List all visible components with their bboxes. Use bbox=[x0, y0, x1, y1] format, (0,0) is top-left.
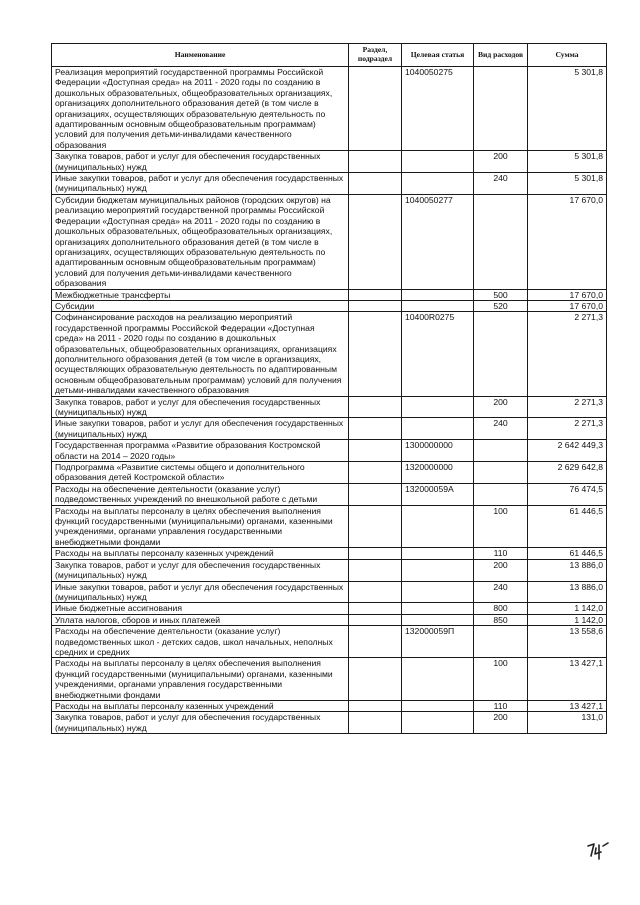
row-sum: 61 446,5 bbox=[528, 548, 607, 559]
table-header-row bbox=[52, 44, 607, 67]
row-section bbox=[349, 626, 402, 658]
row-expense-type bbox=[474, 194, 528, 289]
row-expense-type: 100 bbox=[474, 658, 528, 701]
row-name: Закупка товаров, работ и услуг для обеспечения государственных (муниципальных) нужд bbox=[52, 151, 349, 173]
row-sum: 5 301,8 bbox=[528, 173, 607, 195]
row-section bbox=[349, 505, 402, 548]
row-name: Иные закупки товаров, работ и услуг для обеспечения государственных (муниципальных) нужд bbox=[52, 173, 349, 195]
row-section bbox=[349, 700, 402, 711]
header-section: Раздел, подраздел bbox=[349, 44, 402, 67]
document-page bbox=[51, 43, 606, 734]
row-target-article bbox=[402, 712, 474, 734]
row-expense-type: 100 bbox=[474, 505, 528, 548]
row-section bbox=[349, 483, 402, 505]
row-sum: 76 474,5 bbox=[528, 483, 607, 505]
row-section bbox=[349, 396, 402, 418]
row-name: Расходы на обеспечение деятельности (оказание услуг) подведомственных учреждений по внешкольной работе с детьми bbox=[52, 483, 349, 505]
row-section bbox=[349, 194, 402, 289]
header-name: Наименование bbox=[52, 44, 349, 67]
row-target-article: 1040050275 bbox=[402, 67, 474, 151]
table-row bbox=[52, 312, 607, 396]
row-section bbox=[349, 603, 402, 614]
row-target-article: 1320000000 bbox=[402, 462, 474, 484]
page-number-signature bbox=[585, 840, 611, 862]
row-sum: 2 271,3 bbox=[528, 418, 607, 440]
row-target-article bbox=[402, 151, 474, 173]
row-target-article: 132000059А bbox=[402, 483, 474, 505]
row-sum: 13 886,0 bbox=[528, 559, 607, 581]
row-name: Расходы на выплаты персоналу в целях обеспечения выполнения функций государственными (муниципальными) органами, казенными учреждениями, органами управления государственными внебюджетными фондами bbox=[52, 658, 349, 701]
row-sum: 5 301,8 bbox=[528, 67, 607, 151]
row-sum: 13 427,1 bbox=[528, 700, 607, 711]
row-name: Расходы на обеспечение деятельности (оказание услуг) подведомственных школ - детских садов, школ начальных, неполных средних и средних bbox=[52, 626, 349, 658]
row-section bbox=[349, 418, 402, 440]
header-sum: Сумма bbox=[528, 44, 607, 67]
row-name: Подпрограмма «Развитие системы общего и дополнительного образования детей Костромской области» bbox=[52, 462, 349, 484]
row-section bbox=[349, 462, 402, 484]
row-sum: 17 670,0 bbox=[528, 194, 607, 289]
row-section bbox=[349, 173, 402, 195]
row-expense-type bbox=[474, 462, 528, 484]
budget-table bbox=[51, 43, 607, 734]
row-section bbox=[349, 289, 402, 300]
table-row bbox=[52, 712, 607, 734]
row-expense-type bbox=[474, 67, 528, 151]
row-sum: 1 142,0 bbox=[528, 603, 607, 614]
row-section bbox=[349, 614, 402, 625]
row-name: Софинансирование расходов на реализацию мероприятий государственной программы Российской Федерации «Доступная среда» на 2011 - 2020 годы по созданию в дошкольных образовательных, общеобразовательных организациях, организациях дополнительного образования детей (в том числе в организациях, осуществляющих образовательную деятельность по адаптированным основным общеобразовательным программам) условий для получения детьми-инвалидами качественного образования bbox=[52, 312, 349, 396]
row-expense-type: 850 bbox=[474, 614, 528, 625]
row-target-article bbox=[402, 700, 474, 711]
row-expense-type: 520 bbox=[474, 300, 528, 311]
row-sum: 2 271,3 bbox=[528, 396, 607, 418]
table-row bbox=[52, 626, 607, 658]
row-target-article bbox=[402, 559, 474, 581]
row-sum: 2 271,3 bbox=[528, 312, 607, 396]
row-sum: 131,0 bbox=[528, 712, 607, 734]
row-expense-type: 800 bbox=[474, 603, 528, 614]
row-sum: 17 670,0 bbox=[528, 289, 607, 300]
row-sum: 13 558,6 bbox=[528, 626, 607, 658]
row-name: Государственная программа «Развитие образования Костромской области на 2014 – 2020 годы» bbox=[52, 440, 349, 462]
table-row bbox=[52, 440, 607, 462]
row-target-article: 132000059П bbox=[402, 626, 474, 658]
table-row bbox=[52, 548, 607, 559]
table-row bbox=[52, 505, 607, 548]
row-name: Расходы на выплаты персоналу казенных учреждений bbox=[52, 548, 349, 559]
row-expense-type: 240 bbox=[474, 173, 528, 195]
table-row bbox=[52, 151, 607, 173]
header-expense-type: Вид расходов bbox=[474, 44, 528, 67]
row-section bbox=[349, 151, 402, 173]
row-section bbox=[349, 559, 402, 581]
row-section bbox=[349, 300, 402, 311]
row-expense-type: 200 bbox=[474, 396, 528, 418]
row-name: Межбюджетные трансферты bbox=[52, 289, 349, 300]
row-name: Реализация мероприятий государственной программы Российской Федерации «Доступная среда» на 2011 - 2020 годы по созданию в дошкольных образовательных, общеобразовательных организациях, организациях дополнительного образования детей (в том числе в организациях, осуществляющих образовательную деятельность по адаптированным основным общеобразовательным программам) условий для получения детьми-инвалидами качественного образования bbox=[52, 67, 349, 151]
row-expense-type bbox=[474, 483, 528, 505]
row-expense-type: 110 bbox=[474, 700, 528, 711]
row-target-article bbox=[402, 418, 474, 440]
row-target-article bbox=[402, 396, 474, 418]
row-target-article: 10400R0275 bbox=[402, 312, 474, 396]
row-target-article bbox=[402, 505, 474, 548]
row-expense-type bbox=[474, 440, 528, 462]
row-target-article bbox=[402, 300, 474, 311]
row-expense-type: 500 bbox=[474, 289, 528, 300]
table-row bbox=[52, 462, 607, 484]
header-target-article: Целевая статья bbox=[402, 44, 474, 67]
row-name: Иные бюджетные ассигнования bbox=[52, 603, 349, 614]
row-target-article bbox=[402, 581, 474, 603]
row-section bbox=[349, 581, 402, 603]
row-name: Закупка товаров, работ и услуг для обеспечения государственных (муниципальных) нужд bbox=[52, 712, 349, 734]
table-row bbox=[52, 700, 607, 711]
table-row bbox=[52, 67, 607, 151]
row-target-article bbox=[402, 289, 474, 300]
table-row bbox=[52, 658, 607, 701]
row-expense-type bbox=[474, 312, 528, 396]
row-target-article bbox=[402, 658, 474, 701]
table-row bbox=[52, 173, 607, 195]
row-name: Закупка товаров, работ и услуг для обеспечения государственных (муниципальных) нужд bbox=[52, 396, 349, 418]
row-sum: 2 629 642,8 bbox=[528, 462, 607, 484]
table-row bbox=[52, 418, 607, 440]
row-name: Уплата налогов, сборов и иных платежей bbox=[52, 614, 349, 625]
table-row bbox=[52, 396, 607, 418]
row-sum: 5 301,8 bbox=[528, 151, 607, 173]
row-sum: 17 670,0 bbox=[528, 300, 607, 311]
row-sum: 1 142,0 bbox=[528, 614, 607, 625]
row-section bbox=[349, 440, 402, 462]
table-row bbox=[52, 603, 607, 614]
row-target-article bbox=[402, 548, 474, 559]
table-body bbox=[52, 67, 607, 734]
table-row bbox=[52, 581, 607, 603]
row-sum: 2 642 449,3 bbox=[528, 440, 607, 462]
row-section bbox=[349, 712, 402, 734]
row-expense-type: 240 bbox=[474, 418, 528, 440]
row-target-article bbox=[402, 614, 474, 625]
table-row bbox=[52, 614, 607, 625]
row-name: Субсидии bbox=[52, 300, 349, 311]
row-target-article bbox=[402, 603, 474, 614]
row-section bbox=[349, 312, 402, 396]
row-target-article bbox=[402, 173, 474, 195]
row-expense-type: 200 bbox=[474, 559, 528, 581]
row-name: Иные закупки товаров, работ и услуг для обеспечения государственных (муниципальных) нужд bbox=[52, 418, 349, 440]
row-sum: 61 446,5 bbox=[528, 505, 607, 548]
row-expense-type: 200 bbox=[474, 712, 528, 734]
row-name: Иные закупки товаров, работ и услуг для обеспечения государственных (муниципальных) нужд bbox=[52, 581, 349, 603]
row-section bbox=[349, 67, 402, 151]
row-sum: 13 427,1 bbox=[528, 658, 607, 701]
row-name: Субсидии бюджетам муниципальных районов (городских округов) на реализацию мероприятий государственной программы Российской Федерации «Доступная среда» на 2011 - 2020 годы по созданию в дошкольных образовательных, общеобразовательных организациях, организациях дополнительного образования детей (в том числе в организациях, осуществляющих образовательную деятельность по адаптированным основным общеобразовательным программам) условий для получения детьми-инвалидами качественного образования bbox=[52, 194, 349, 289]
row-expense-type: 110 bbox=[474, 548, 528, 559]
table-row bbox=[52, 289, 607, 300]
row-target-article: 1300000000 bbox=[402, 440, 474, 462]
row-expense-type: 200 bbox=[474, 151, 528, 173]
row-section bbox=[349, 658, 402, 701]
row-sum: 13 886,0 bbox=[528, 581, 607, 603]
row-section bbox=[349, 548, 402, 559]
table-row bbox=[52, 300, 607, 311]
table-row bbox=[52, 559, 607, 581]
row-name: Расходы на выплаты персоналу казенных учреждений bbox=[52, 700, 349, 711]
row-expense-type: 240 bbox=[474, 581, 528, 603]
table-row bbox=[52, 483, 607, 505]
row-name: Закупка товаров, работ и услуг для обеспечения государственных (муниципальных) нужд bbox=[52, 559, 349, 581]
row-expense-type bbox=[474, 626, 528, 658]
table-row bbox=[52, 194, 607, 289]
row-target-article: 1040050277 bbox=[402, 194, 474, 289]
row-name: Расходы на выплаты персоналу в целях обеспечения выполнения функций государственными (муниципальными) органами, казенными учреждениями, органами управления государственными внебюджетными фондами bbox=[52, 505, 349, 548]
